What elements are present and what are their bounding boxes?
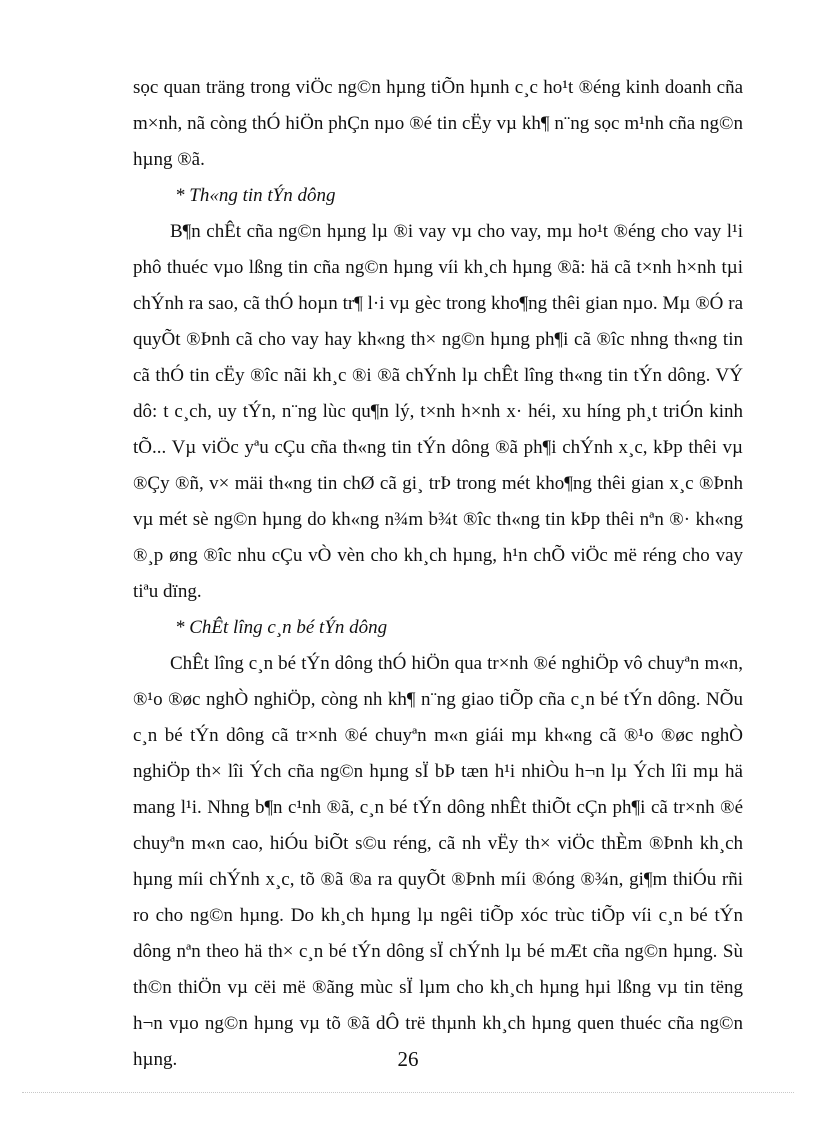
text-line: c¸n bé tÝn dông cã tr×nh ®é chuyªn m«n giái mµ kh«ng cã ®¹o ®øc nghÒ bbox=[133, 725, 743, 746]
text-line: h¬n vµo ng©n hµng vµ tõ ®ã dÔ trë thµnh kh¸ch hµng quen thuéc cña ng©n bbox=[133, 1013, 743, 1034]
text-line: th©n thiÖn vµ cëi më ®ãng mùc sÏ lµm cho kh¸ch hµng hµi lßng vµ tin tëng bbox=[133, 977, 743, 998]
text-line: mang l¹i. Nhng b¶n c¹nh ®ã, c¸n bé tÝn dông nhÊt thiÕt cÇn ph¶i cã tr×nh ®é bbox=[133, 797, 743, 818]
text-line: dô: t c¸ch, uy tÝn, n¨ng lùc qu¶n lý, t×nh h×nh x· héi, xu híng ph¸t triÓn kinh bbox=[133, 401, 743, 422]
text-line: m×nh, nã còng thÓ hiÖn phÇn nµo ®é tin cËy vµ kh¶ n¨ng sọc m¹nh cña ng©n bbox=[133, 113, 743, 134]
text-line: vµ mét sè ng©n hµng do kh«ng n¾m b¾t ®îc th«ng tin kÞp thêi nªn ®· kh«ng bbox=[133, 509, 743, 530]
text-line: hµng ®ã. bbox=[133, 149, 205, 170]
text-line: quyÕt ®Þnh cã cho vay hay kh«ng th× ng©n hµng ph¶i cã ®îc nhng th«ng tin bbox=[133, 329, 743, 350]
text-line: nghiÖp th× lîi Ých cña ng©n hµng sÏ bÞ tæn h¹i nhiÒu h¬n lµ Ých lîi mµ hä bbox=[133, 761, 743, 782]
text-line: ®¹o ®øc nghÒ nghiÖp, còng nh kh¶ n¨ng giao tiÕp cña c¸n bé tÝn dông. NÕu bbox=[133, 689, 743, 710]
text-line: hµng míi chÝnh x¸c, tõ ®ã ®a ra quyÕt ®Þnh míi ®óng ®¾n, gi¶m thiÓu rñi bbox=[133, 869, 743, 890]
text-line: ChÊt lîng c¸n bé tÝn dông thÓ hiÖn qua tr×nh ®é nghiÖp vô chuyªn m«n, bbox=[170, 653, 743, 674]
text-line: dông nªn theo hä th× c¸n bé tÝn dông sÏ chÝnh lµ bé mÆt cña ng©n hµng. Sù bbox=[133, 941, 743, 962]
text-line: sọc quan träng trong viÖc ng©n hµng tiÕn hµnh c¸c ho¹t ®éng kinh doanh cña bbox=[133, 77, 743, 98]
section-heading: * ChÊt lîng c¸n bé tÝn dông bbox=[175, 617, 388, 638]
text-line: cã thÓ tin cËy ®îc nãi kh¸c ®i ®ã chÝnh lµ chÊt lîng th«ng tin tÝn dông. VÝ bbox=[133, 365, 743, 386]
text-line: chÝnh ra sao, cã thÓ hoµn tr¶ l·i vµ gèc trong kho¶ng thêi gian nµo. Mµ ®Ó ra bbox=[133, 293, 743, 314]
text-line: tÕ... Vµ viÖc yªu cÇu cña th«ng tin tÝn dông ®ã ph¶i chÝnh x¸c, kÞp thêi vµ bbox=[133, 437, 743, 458]
text-line: ®Çy ®ñ, v× mäi th«ng tin chØ cã gi¸ trÞ trong mét kho¶ng thêi gian x¸c ®Þnh bbox=[133, 473, 743, 494]
text-line: B¶n chÊt cña ng©n hµng lµ ®i vay vµ cho vay, mµ ho¹t ®éng cho vay l¹i bbox=[170, 221, 743, 242]
text-line: hµng. bbox=[133, 1049, 178, 1070]
text-line: ro cho ng©n hµng. Do kh¸ch hµng lµ ngêi tiÕp xóc trùc tiÕp víi c¸n bé tÝn bbox=[133, 905, 743, 926]
text-line: phô thuéc vµo lßng tin cña ng©n hµng víi kh¸ch hµng ®ã: hä cã t×nh h×nh tµi bbox=[133, 257, 743, 278]
footer-divider bbox=[22, 1092, 794, 1093]
section-heading: * Th«ng tin tÝn dông bbox=[175, 185, 336, 206]
text-line: tiªu dïng. bbox=[133, 581, 202, 602]
page-number: 26 bbox=[397, 1047, 419, 1071]
text-line: chuyªn m«n cao, hiÓu biÕt s©u réng, cã nh vËy th× viÖc thÈm ®Þnh kh¸ch bbox=[133, 833, 743, 854]
text-line: ®¸p øng ®îc nhu cÇu vÒ vèn cho kh¸ch hµng, h¹n chÕ viÖc më réng cho vay bbox=[133, 545, 743, 566]
